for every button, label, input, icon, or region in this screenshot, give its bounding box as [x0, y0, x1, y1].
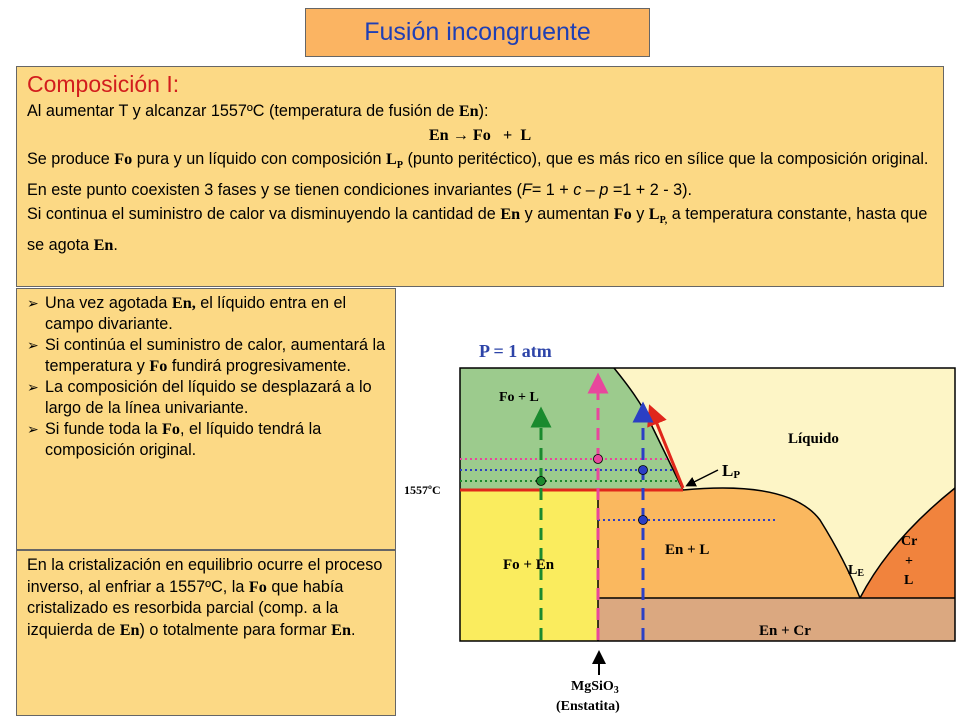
- composition-line1: Al aumentar T y alcanzar 1557ºC (temperatura de fusión de En):: [27, 102, 489, 120]
- list-item: ➢ Si continúa el suministro de calor, aumentará la temperatura y Fo fundirá progresivamente.: [27, 336, 386, 375]
- point-green: [537, 477, 546, 486]
- label-mineral-name: (Enstatita): [556, 699, 620, 714]
- label-fo-l: Fo + L: [499, 390, 539, 405]
- bullet-arrow-icon: ➢: [27, 379, 39, 395]
- slide-title: Fusión incongruente: [305, 8, 650, 57]
- arrow-right-icon: →: [452, 126, 469, 144]
- composition-heading: Composición I:: [27, 71, 180, 97]
- composition-paragraph-2: Se produce Fo pura y un líquido con composición $L_P$ (punto peritéctico), que es más rico en sílice que la composición original. En este punto coexisten 3 fases y se tienen condiciones invariantes (F= 1 + c – p =1 + 2 - 3).: [27, 150, 929, 200]
- label-mineral-formula: MgSiO$_3$: [571, 679, 619, 696]
- list-item: ➢ La composición del líquido se desplazará a lo largo de la línea univariante.: [27, 378, 372, 417]
- point-blue-upper: [639, 466, 648, 475]
- pressure-label: P = 1 atm: [479, 341, 552, 361]
- phase-diagram: [396, 330, 960, 720]
- reaction-equation: En → Fo + L: [428, 126, 532, 144]
- crystallization-panel: En la cristalización en equilibrio ocurre el proceso inverso, al enfriar a 1557ºC, la Fo que había cristalizado es resorbida parcial (comp. a la izquierda de En) o totalmente para formar En.: [16, 550, 396, 716]
- composition-panel: [16, 66, 944, 287]
- melting-steps-panel: [16, 288, 396, 550]
- list-item: ➢ Una vez agotada En, el líquido entra en el campo divariante.: [27, 294, 347, 333]
- composition-paragraph-3: Si continua el suministro de calor va disminuyendo la cantidad de En y aumentan Fo y $L_{P,}$ a temperatura constante, hasta que se agota En.: [27, 205, 928, 255]
- bullet-arrow-icon: ➢: [27, 295, 39, 311]
- label-l: L: [904, 573, 914, 588]
- label-temp: 1557ºC: [404, 483, 441, 497]
- label-fo-en: Fo + En: [503, 557, 555, 573]
- label-liquido: Líquido: [788, 431, 839, 447]
- label-lp: LP: [722, 461, 741, 481]
- bullet-arrow-icon: ➢: [27, 421, 39, 437]
- bullet-arrow-icon: ➢: [27, 337, 39, 353]
- melting-steps-list: [27, 293, 387, 461]
- label-en-l: En + L: [665, 542, 710, 558]
- list-item: ➢ Si funde toda la Fo, el líquido tendrá la composición original.: [27, 420, 322, 459]
- label-le: LE: [848, 563, 865, 579]
- label-en-cr: En + Cr: [759, 623, 811, 639]
- label-cr: Cr: [901, 534, 918, 549]
- point-magenta: [594, 455, 603, 464]
- label-plus: +: [905, 554, 913, 569]
- point-blue-lower: [639, 516, 648, 525]
